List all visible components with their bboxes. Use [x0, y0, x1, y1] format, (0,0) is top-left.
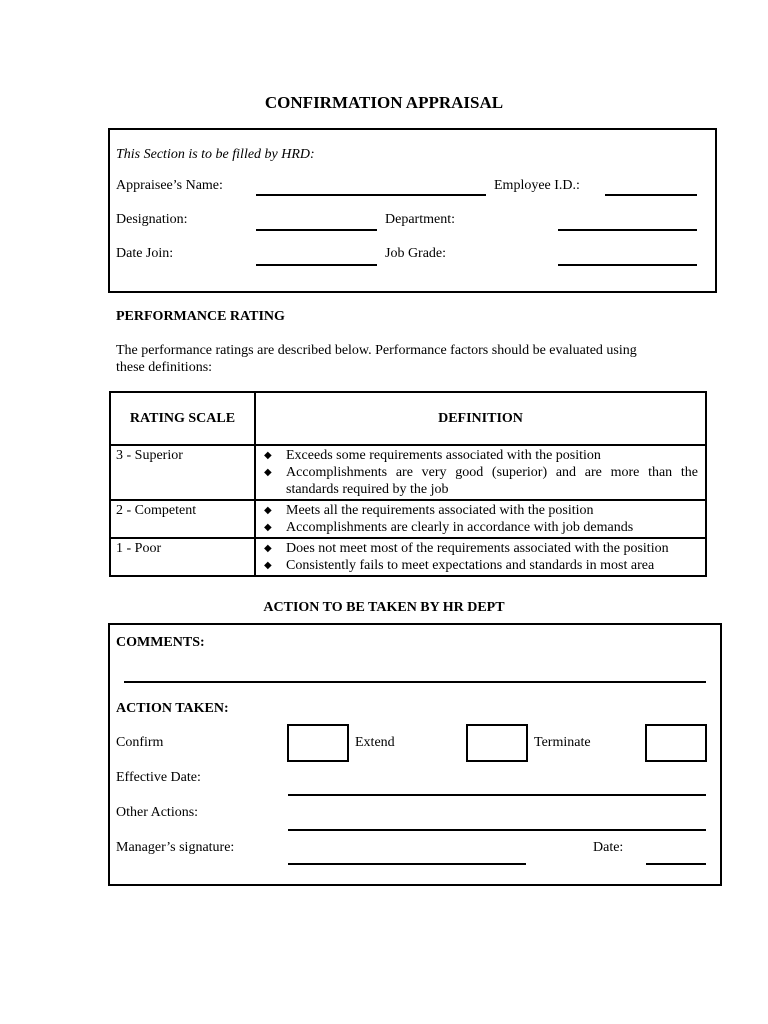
table-row	[110, 445, 706, 500]
rating-table	[109, 391, 707, 577]
hrd-section-note: This Section is to be filled by HRD:	[116, 147, 315, 162]
definition-item: ◆ Consistently fails to meet expectations and standards in most area	[264, 557, 698, 574]
definition-item: ◆ Does not meet most of the requirements associated with the position	[264, 540, 698, 557]
page-title: CONFIRMATION APPRAISAL	[264, 93, 504, 112]
action-heading: ACTION TO BE TAKEN BY HR DEPT	[263, 600, 505, 615]
department-field[interactable]	[558, 229, 697, 231]
effective-date-field[interactable]	[288, 794, 706, 796]
rating-scale-header: RATING SCALE	[110, 392, 255, 445]
terminate-checkbox[interactable]	[645, 724, 707, 762]
other-actions-field[interactable]	[288, 829, 706, 831]
designation-label: Designation:	[116, 212, 188, 227]
effective-date-label: Effective Date:	[116, 770, 201, 785]
rating-scale-cell: 2 - Competent	[110, 500, 255, 538]
rating-scale-cell: 1 - Poor	[110, 538, 255, 576]
table-row	[110, 538, 706, 576]
date-join-label: Date Join:	[116, 246, 174, 261]
table-row	[110, 500, 706, 538]
department-label: Department:	[385, 212, 455, 227]
employee-id-field[interactable]	[605, 194, 697, 196]
job-grade-label: Job Grade:	[385, 246, 447, 261]
definition-item: ◆ Accomplishments are clearly in accordance with job demands	[264, 519, 698, 536]
extend-label: Extend	[355, 735, 395, 750]
definition-item: ◆ Meets all the requirements associated with the position	[264, 502, 698, 519]
comments-label: COMMENTS:	[116, 635, 205, 650]
date-join-field[interactable]	[256, 264, 377, 266]
date-label: Date:	[593, 840, 624, 855]
comments-field[interactable]	[124, 681, 706, 683]
extend-checkbox[interactable]	[466, 724, 528, 762]
designation-field[interactable]	[256, 229, 377, 231]
performance-heading: PERFORMANCE RATING	[116, 309, 285, 324]
confirm-checkbox[interactable]	[287, 724, 349, 762]
action-taken-label: ACTION TAKEN:	[116, 701, 229, 716]
manager-signature-label: Manager’s signature:	[116, 840, 235, 855]
definition-item: ◆ Accomplishments are very good (superior) and are more than the standards required by the job	[264, 464, 698, 498]
other-actions-label: Other Actions:	[116, 805, 199, 820]
appraisee-name-field[interactable]	[256, 194, 486, 196]
terminate-label: Terminate	[534, 735, 591, 750]
confirm-label: Confirm	[116, 735, 164, 750]
performance-description: The performance ratings are described below. Performance factors should be evaluated using these definitions:	[116, 343, 637, 375]
job-grade-field[interactable]	[558, 264, 697, 266]
manager-signature-field[interactable]	[288, 863, 526, 865]
rating-scale-cell: 3 - Superior	[110, 445, 255, 500]
appraisee-name-label: Appraisee’s Name:	[116, 178, 223, 193]
date-field[interactable]	[646, 863, 706, 865]
employee-id-label: Employee I.D.:	[494, 178, 580, 193]
definition-item: ◆ Exceeds some requirements associated with the position	[264, 447, 698, 464]
definition-header: DEFINITION	[255, 392, 706, 445]
